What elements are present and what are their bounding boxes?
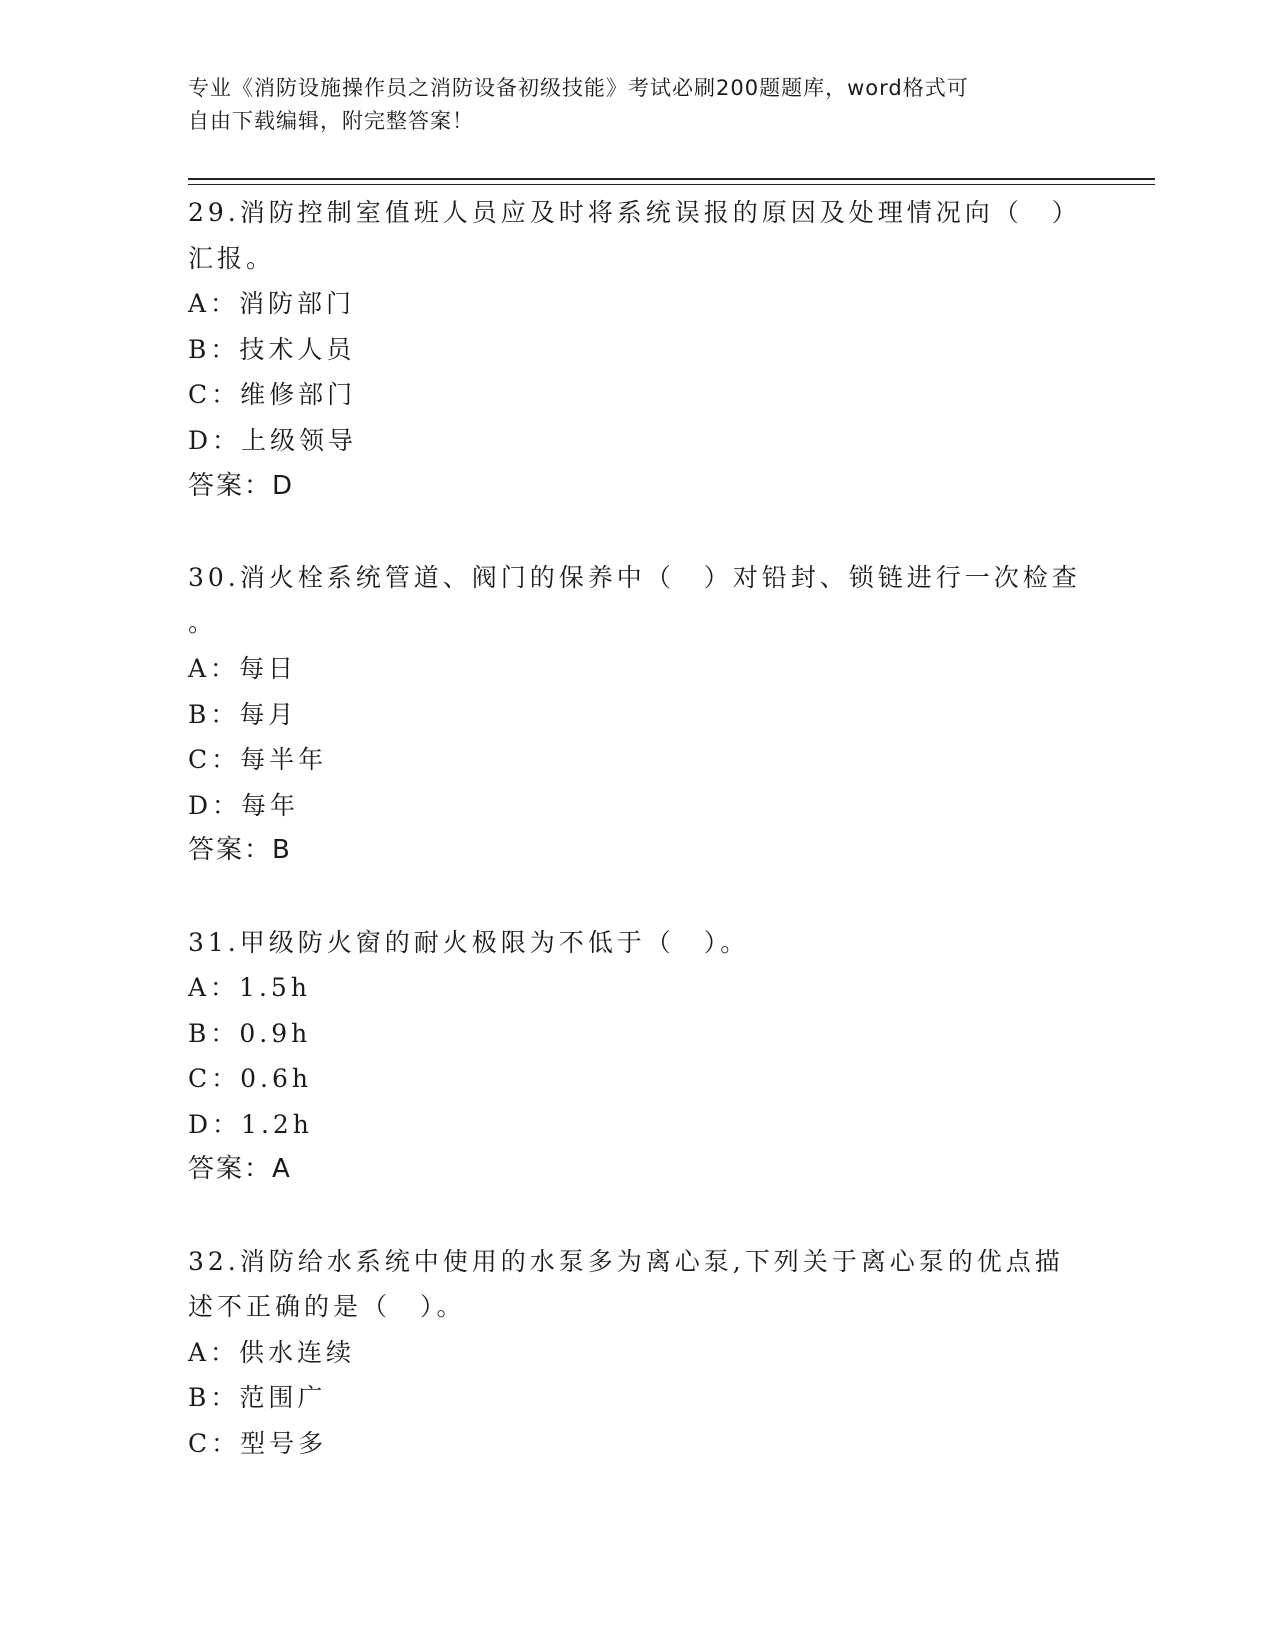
option-a: A：供水连续 bbox=[188, 1337, 356, 1367]
option-b: B：范围广 bbox=[188, 1383, 327, 1413]
question-29 bbox=[188, 190, 1088, 509]
question-31 bbox=[188, 920, 1088, 1194]
header-line-2: 自由下载编辑，附完整答案！ bbox=[188, 109, 474, 133]
question-32 bbox=[188, 1239, 1088, 1467]
question-list bbox=[188, 190, 1088, 1467]
header-divider-thick bbox=[188, 178, 1155, 180]
header-divider-thin bbox=[188, 184, 1155, 185]
spacer bbox=[188, 1193, 1088, 1239]
answer: 答案：D bbox=[188, 470, 295, 501]
option-d: D：每年 bbox=[188, 790, 300, 820]
document-header bbox=[188, 72, 1078, 138]
option-c: C：维修部门 bbox=[188, 380, 357, 410]
option-b: B：技术人员 bbox=[188, 334, 356, 364]
option-a: A：1.5h bbox=[188, 973, 311, 1003]
answer: 答案：B bbox=[188, 835, 292, 866]
option-c: C：型号多 bbox=[188, 1429, 328, 1459]
option-d: D：上级领导 bbox=[188, 425, 358, 455]
answer: 答案：A bbox=[188, 1154, 292, 1185]
header-line-1: 专业《消防设施操作员之消防设备初级技能》考试必刷200题题库，word格式可 bbox=[188, 76, 969, 100]
option-c: C：每半年 bbox=[188, 745, 328, 775]
option-a: A：每日 bbox=[188, 653, 298, 683]
question-stem: 汇报。 bbox=[188, 243, 276, 273]
question-stem: 。 bbox=[188, 608, 218, 638]
option-a: A：消防部门 bbox=[188, 289, 356, 319]
option-d: D：1.2h bbox=[188, 1109, 313, 1139]
question-stem: 29.消防控制室值班人员应及时将系统误报的原因及处理情况向（ ） bbox=[188, 198, 1081, 227]
question-30 bbox=[188, 555, 1088, 874]
question-stem: 述不正确的是（ ）。 bbox=[188, 1292, 466, 1322]
question-stem: 31.甲级防火窗的耐火极限为不低于（ ）。 bbox=[188, 927, 750, 957]
option-c: C：0.6h bbox=[188, 1064, 312, 1094]
spacer bbox=[188, 874, 1088, 920]
spacer bbox=[188, 509, 1088, 555]
option-b: B：0.9h bbox=[188, 1018, 312, 1048]
question-stem: 32.消防给水系统中使用的水泵多为离心泵,下列关于离心泵的优点描 bbox=[188, 1246, 1064, 1276]
option-b: B：每月 bbox=[188, 699, 298, 729]
question-stem: 30.消火栓系统管道、阀门的保养中（ ）对铅封、锁链进行一次检查 bbox=[188, 562, 1081, 592]
